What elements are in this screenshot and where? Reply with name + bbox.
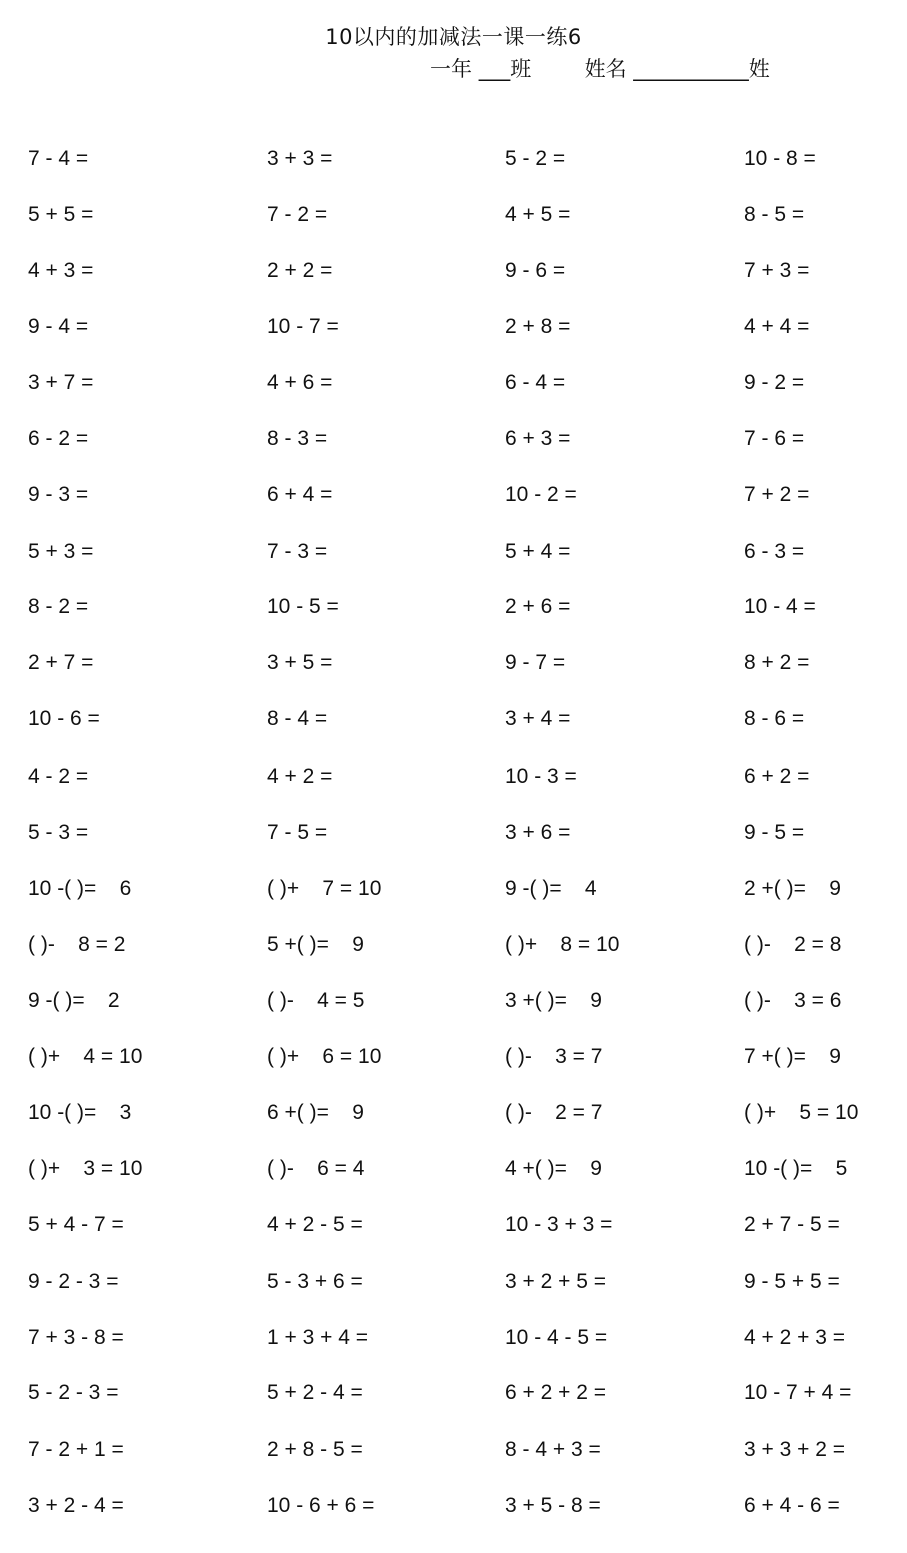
- problem-row: [0, 1377, 907, 1409]
- problem-cell: 4 + 3 =: [28, 259, 94, 282]
- problem-cell: 10 - 7 =: [267, 315, 339, 338]
- problem-row: [0, 1041, 907, 1073]
- problem-cell: ( )- 3 = 7: [505, 1045, 603, 1068]
- problem-cell: 4 - 2 =: [28, 765, 89, 788]
- problem-cell: ( )- 4 = 5: [267, 989, 365, 1012]
- problem-cell: 5 + 5 =: [28, 203, 94, 226]
- problem-cell: 6 + 4 =: [267, 483, 333, 506]
- problem-row: [0, 479, 907, 511]
- problem-cell: 6 + 3 =: [505, 427, 571, 450]
- grade-label: 一年: [430, 57, 472, 81]
- problem-cell: 6 - 4 =: [505, 371, 566, 394]
- problem-cell: 2 + 7 =: [28, 651, 94, 674]
- problem-cell: 3 + 6 =: [505, 821, 571, 844]
- problem-cell: 10 - 4 - 5 =: [505, 1326, 608, 1349]
- problem-row: [0, 1490, 907, 1522]
- problem-cell: 1 + 3 + 4 =: [267, 1326, 369, 1349]
- name-label: 姓名: [584, 57, 627, 81]
- problem-cell: 9 - 3 =: [28, 483, 89, 506]
- problem-row: [0, 1209, 907, 1241]
- problem-cell: ( )+ 4 = 10: [28, 1045, 143, 1068]
- problem-cell: 5 - 2 - 3 =: [28, 1381, 119, 1404]
- problem-cell: 4 + 5 =: [505, 203, 571, 226]
- problem-cell: 9 - 2 =: [744, 371, 805, 394]
- problem-cell: 8 + 2 =: [744, 651, 810, 674]
- problem-cell: 3 + 2 + 5 =: [505, 1270, 607, 1293]
- problem-cell: 7 - 3 =: [267, 540, 328, 563]
- problem-cell: 2 + 2 =: [267, 259, 333, 282]
- problem-cell: 5 +( )= 9: [267, 933, 364, 956]
- problem-cell: 2 + 6 =: [505, 595, 571, 618]
- problem-cell: 10 - 3 =: [505, 765, 577, 788]
- problem-cell: 5 - 3 =: [28, 821, 89, 844]
- problem-cell: 7 + 3 =: [744, 259, 810, 282]
- problem-row: [0, 423, 907, 455]
- problem-cell: ( )- 6 = 4: [267, 1157, 365, 1180]
- problem-row: [0, 1153, 907, 1185]
- problem-cell: 4 + 6 =: [267, 371, 333, 394]
- problem-cell: 7 - 6 =: [744, 427, 805, 450]
- problem-cell: 8 - 3 =: [267, 427, 328, 450]
- problem-row: [0, 761, 907, 793]
- problem-cell: 2 + 7 - 5 =: [744, 1213, 840, 1236]
- problem-cell: ( )- 8 = 2: [28, 933, 126, 956]
- problem-cell: 4 + 2 + 3 =: [744, 1326, 846, 1349]
- problem-cell: ( )+ 3 = 10: [28, 1157, 143, 1180]
- problem-cell: ( )+ 8 = 10: [505, 933, 620, 956]
- problem-cell: 10 -( )= 5: [744, 1157, 848, 1180]
- problem-cell: 3 +( )= 9: [505, 989, 602, 1012]
- problem-cell: 7 + 3 - 8 =: [28, 1326, 124, 1349]
- problem-cell: 8 - 5 =: [744, 203, 805, 226]
- problem-cell: 7 + 2 =: [744, 483, 810, 506]
- problem-cell: 3 + 7 =: [28, 371, 94, 394]
- problem-cell: 2 + 8 =: [505, 315, 571, 338]
- problem-cell: 3 + 2 - 4 =: [28, 1494, 124, 1517]
- problem-cell: 7 - 2 + 1 =: [28, 1438, 124, 1461]
- name-blank: ___________: [633, 57, 749, 81]
- problem-row: [0, 311, 907, 343]
- class-label: 班: [510, 57, 532, 81]
- problem-cell: 7 +( )= 9: [744, 1045, 841, 1068]
- problem-cell: 5 + 4 - 7 =: [28, 1213, 124, 1236]
- problem-row: [0, 647, 907, 679]
- problem-cell: 9 - 5 + 5 =: [744, 1270, 840, 1293]
- problem-cell: 6 + 2 + 2 =: [505, 1381, 607, 1404]
- problem-cell: 6 +( )= 9: [267, 1101, 364, 1124]
- problem-cell: 10 - 2 =: [505, 483, 577, 506]
- problem-cell: 7 - 5 =: [267, 821, 328, 844]
- page-title: 10以内的加减法一课一练6: [325, 25, 582, 49]
- problem-cell: 6 + 2 =: [744, 765, 810, 788]
- problem-cell: 10 - 3 + 3 =: [505, 1213, 613, 1236]
- problem-row: [0, 703, 907, 735]
- problem-cell: ( )- 2 = 7: [505, 1101, 603, 1124]
- problem-row: [0, 199, 907, 231]
- problem-cell: 3 + 3 =: [267, 147, 333, 170]
- problem-cell: 9 - 5 =: [744, 821, 805, 844]
- problem-cell: 4 + 2 =: [267, 765, 333, 788]
- problem-cell: 3 + 5 - 8 =: [505, 1494, 601, 1517]
- problem-cell: 10 -( )= 6: [28, 877, 132, 900]
- problem-row: [0, 1322, 907, 1354]
- problem-cell: 3 + 5 =: [267, 651, 333, 674]
- problem-cell: 9 - 6 =: [505, 259, 566, 282]
- problem-cell: 5 + 2 - 4 =: [267, 1381, 363, 1404]
- problem-cell: 6 - 3 =: [744, 540, 805, 563]
- problem-cell: ( )+ 6 = 10: [267, 1045, 382, 1068]
- surname-label: 姓: [748, 57, 770, 81]
- problem-row: [0, 367, 907, 399]
- problem-row: [0, 591, 907, 623]
- problem-cell: 8 - 6 =: [744, 707, 805, 730]
- problem-row: [0, 817, 907, 849]
- problem-cell: ( )- 3 = 6: [744, 989, 842, 1012]
- problem-cell: 5 + 4 =: [505, 540, 571, 563]
- problem-cell: 9 -( )= 4: [505, 877, 597, 900]
- problem-cell: 10 - 6 + 6 =: [267, 1494, 375, 1517]
- problem-row: [0, 1097, 907, 1129]
- problem-cell: 9 - 2 - 3 =: [28, 1270, 119, 1293]
- problem-row: [0, 873, 907, 905]
- class-blank: ___: [478, 57, 511, 81]
- problem-cell: 4 + 4 =: [744, 315, 810, 338]
- problem-cell: 8 - 2 =: [28, 595, 89, 618]
- problem-cell: 2 + 8 - 5 =: [267, 1438, 363, 1461]
- problem-row: [0, 255, 907, 287]
- problem-cell: 8 - 4 =: [267, 707, 328, 730]
- problem-cell: 5 + 3 =: [28, 540, 94, 563]
- problem-row: [0, 985, 907, 1017]
- problem-cell: 4 +( )= 9: [505, 1157, 602, 1180]
- problem-row: [0, 1434, 907, 1466]
- problem-row: [0, 1266, 907, 1298]
- problem-cell: 10 - 4 =: [744, 595, 816, 618]
- problem-row: [0, 143, 907, 175]
- problem-cell: 9 -( )= 2: [28, 989, 120, 1012]
- problem-cell: 3 + 3 + 2 =: [744, 1438, 846, 1461]
- problem-cell: 8 - 4 + 3 =: [505, 1438, 601, 1461]
- problem-cell: 4 + 2 - 5 =: [267, 1213, 363, 1236]
- problem-cell: 10 -( )= 3: [28, 1101, 132, 1124]
- problem-cell: 9 - 7 =: [505, 651, 566, 674]
- problem-row: [0, 536, 907, 568]
- problem-cell: 7 - 4 =: [28, 147, 89, 170]
- problem-cell: ( )- 2 = 8: [744, 933, 842, 956]
- problem-cell: 10 - 5 =: [267, 595, 339, 618]
- problem-cell: 6 - 2 =: [28, 427, 89, 450]
- problem-cell: 9 - 4 =: [28, 315, 89, 338]
- problem-cell: 5 - 2 =: [505, 147, 566, 170]
- problem-cell: 7 - 2 =: [267, 203, 328, 226]
- problem-cell: ( )+ 7 = 10: [267, 877, 382, 900]
- problem-cell: 10 - 6 =: [28, 707, 100, 730]
- problem-row: [0, 929, 907, 961]
- problem-cell: 2 +( )= 9: [744, 877, 841, 900]
- problem-cell: 6 + 4 - 6 =: [744, 1494, 840, 1517]
- problem-cell: ( )+ 5 = 10: [744, 1101, 859, 1124]
- problem-cell: 10 - 7 + 4 =: [744, 1381, 852, 1404]
- problem-cell: 10 - 8 =: [744, 147, 816, 170]
- problem-cell: 3 + 4 =: [505, 707, 571, 730]
- problem-cell: 5 - 3 + 6 =: [267, 1270, 363, 1293]
